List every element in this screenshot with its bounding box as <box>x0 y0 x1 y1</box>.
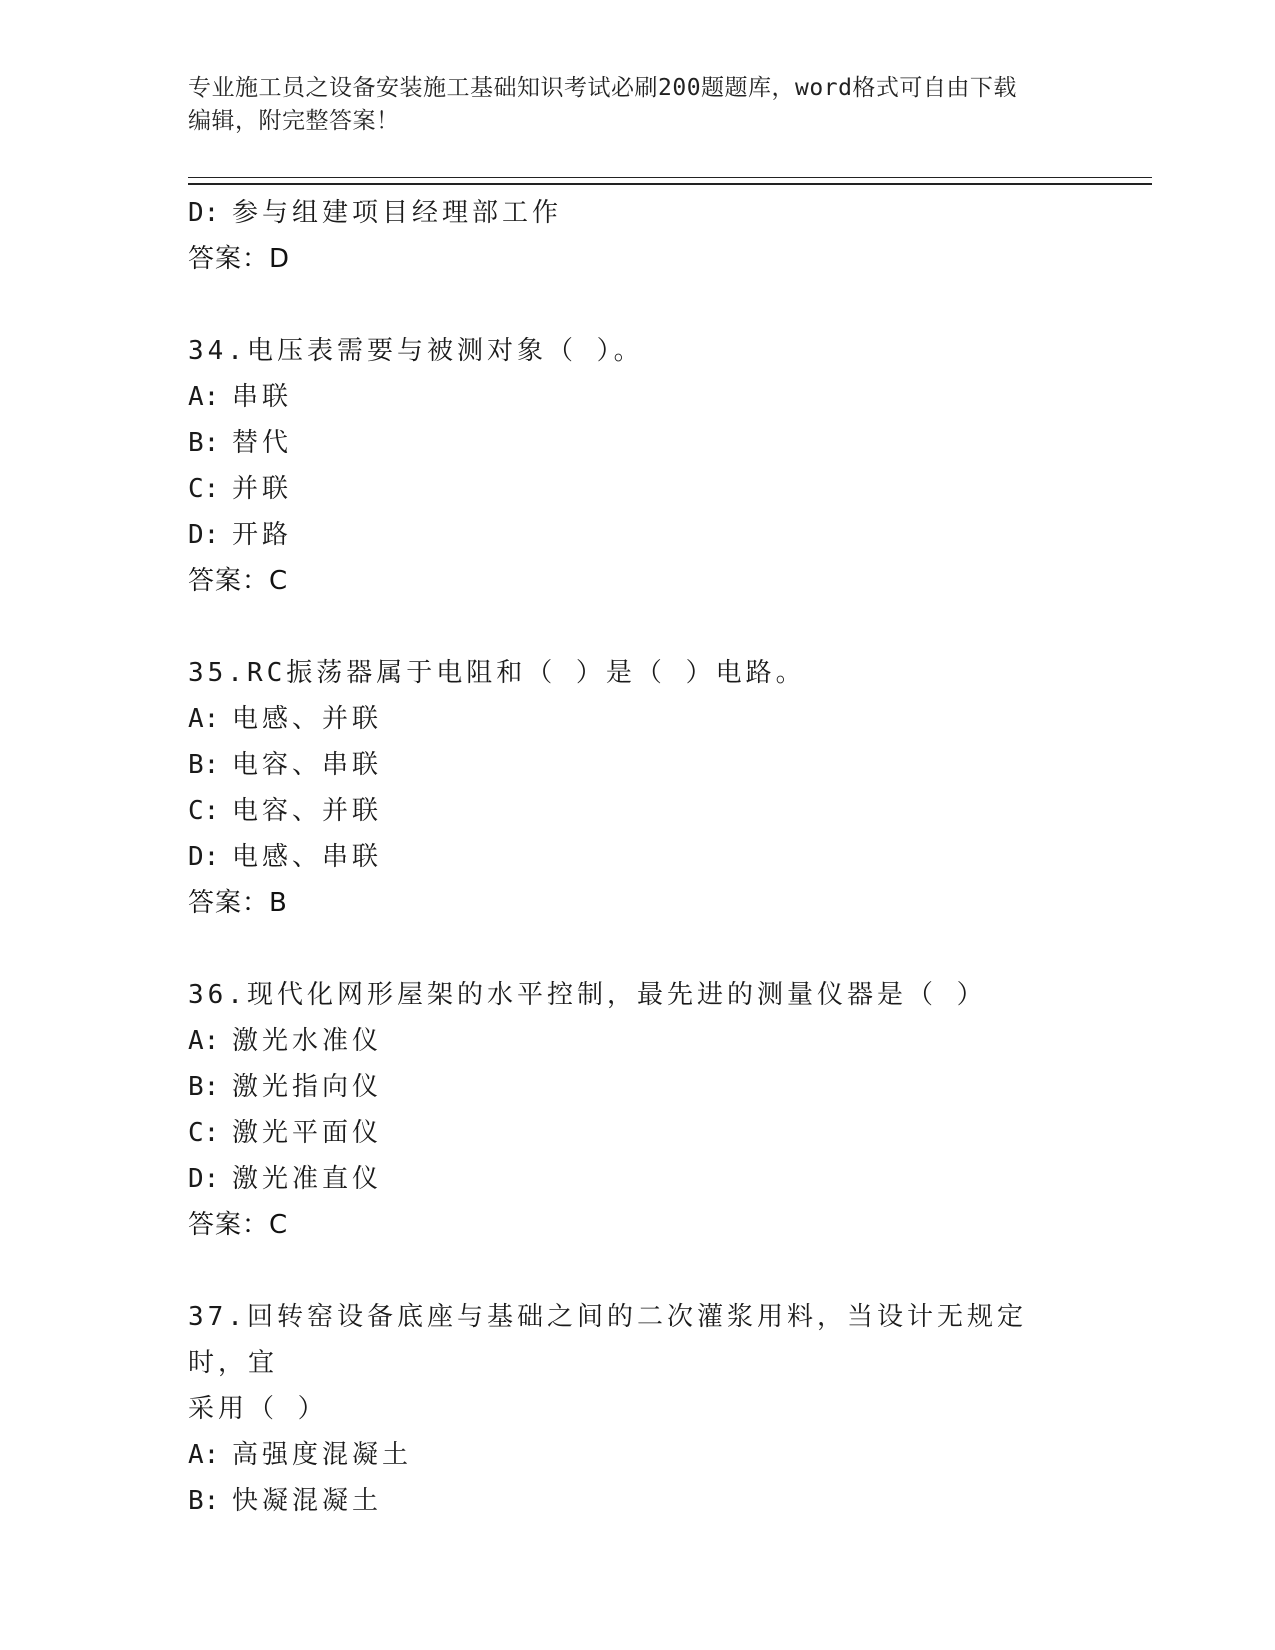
header-line-2: 编辑，附完整答案！ <box>188 108 400 134</box>
prev-answer: 答案：D <box>188 244 291 274</box>
question-36-title: 36.现代化网形屋架的水平控制，最先进的测量仪器是（ ） <box>188 980 987 1010</box>
document-header <box>188 72 1068 138</box>
option-key: C: <box>188 1118 220 1148</box>
question-35-option-d <box>188 834 1088 880</box>
option-text: 电感、串联 <box>232 842 383 872</box>
option-key: B: <box>188 1072 220 1102</box>
question-34-answer: 答案：C <box>188 566 289 596</box>
option-text: 激光水准仪 <box>232 1026 383 1056</box>
option-key: A: <box>188 1026 220 1056</box>
option-text: 激光指向仪 <box>232 1072 383 1102</box>
question-37-title-line-1: 37.回转窑设备底座与基础之间的二次灌浆用料，当设计无规定时，宜 <box>188 1302 1027 1378</box>
question-35-option-a <box>188 696 1088 742</box>
question-36-option-d <box>188 1156 1088 1202</box>
question-35-answer: 答案：B <box>188 888 288 918</box>
question-36-answer: 答案：C <box>188 1210 289 1240</box>
question-35-option-c <box>188 788 1088 834</box>
spacer <box>188 282 1088 328</box>
prev-option-d <box>188 190 1088 236</box>
option-text: 开路 <box>232 520 293 550</box>
spacer <box>188 1248 1088 1294</box>
option-key: B: <box>188 1486 220 1516</box>
option-text: 替代 <box>232 428 293 458</box>
header-line-1: 专业施工员之设备安装施工基础知识考试必刷200题题库，word格式可自由下载 <box>188 75 1017 101</box>
option-text: 激光平面仪 <box>232 1118 383 1148</box>
option-text: 高强度混凝土 <box>232 1440 413 1470</box>
question-34-option-d <box>188 512 1088 558</box>
question-37-title <box>188 1294 1078 1432</box>
option-text: 串联 <box>232 382 293 412</box>
spacer <box>188 604 1088 650</box>
question-34-option-a <box>188 374 1088 420</box>
option-key: D: <box>188 842 220 872</box>
option-text: 电容、并联 <box>232 796 383 826</box>
question-34-title: 34.电压表需要与被测对象（ ）。 <box>188 336 644 366</box>
question-34-option-b <box>188 420 1088 466</box>
option-text: 并联 <box>232 474 293 504</box>
option-key: B: <box>188 428 220 458</box>
option-text: 快凝混凝土 <box>232 1486 383 1516</box>
option-text: 激光准直仪 <box>232 1164 383 1194</box>
option-key: D: <box>188 520 220 550</box>
option-key: A: <box>188 382 220 412</box>
option-text: 电感、并联 <box>232 704 383 734</box>
option-key: A: <box>188 1440 220 1470</box>
question-36-option-a <box>188 1018 1088 1064</box>
question-36-option-b <box>188 1064 1088 1110</box>
option-key: D: <box>188 1164 220 1194</box>
option-text: 参与组建项目经理部工作 <box>232 198 563 228</box>
header-divider-thick <box>188 183 1152 185</box>
spacer <box>188 926 1088 972</box>
document-content <box>188 190 1088 1524</box>
option-key: D: <box>188 198 220 228</box>
option-key: B: <box>188 750 220 780</box>
question-36-option-c <box>188 1110 1088 1156</box>
question-37-option-b <box>188 1478 1088 1524</box>
question-35-title: 35.RC振荡器属于电阻和（ ）是（ ）电路。 <box>188 658 806 688</box>
question-34-option-c <box>188 466 1088 512</box>
option-key: C: <box>188 474 220 504</box>
question-35-option-b <box>188 742 1088 788</box>
option-text: 电容、串联 <box>232 750 383 780</box>
option-key: A: <box>188 704 220 734</box>
option-key: C: <box>188 796 220 826</box>
question-37-option-a <box>188 1432 1088 1478</box>
question-37-title-line-2: 采用（ ） <box>188 1394 328 1424</box>
header-divider-thin <box>188 177 1152 178</box>
